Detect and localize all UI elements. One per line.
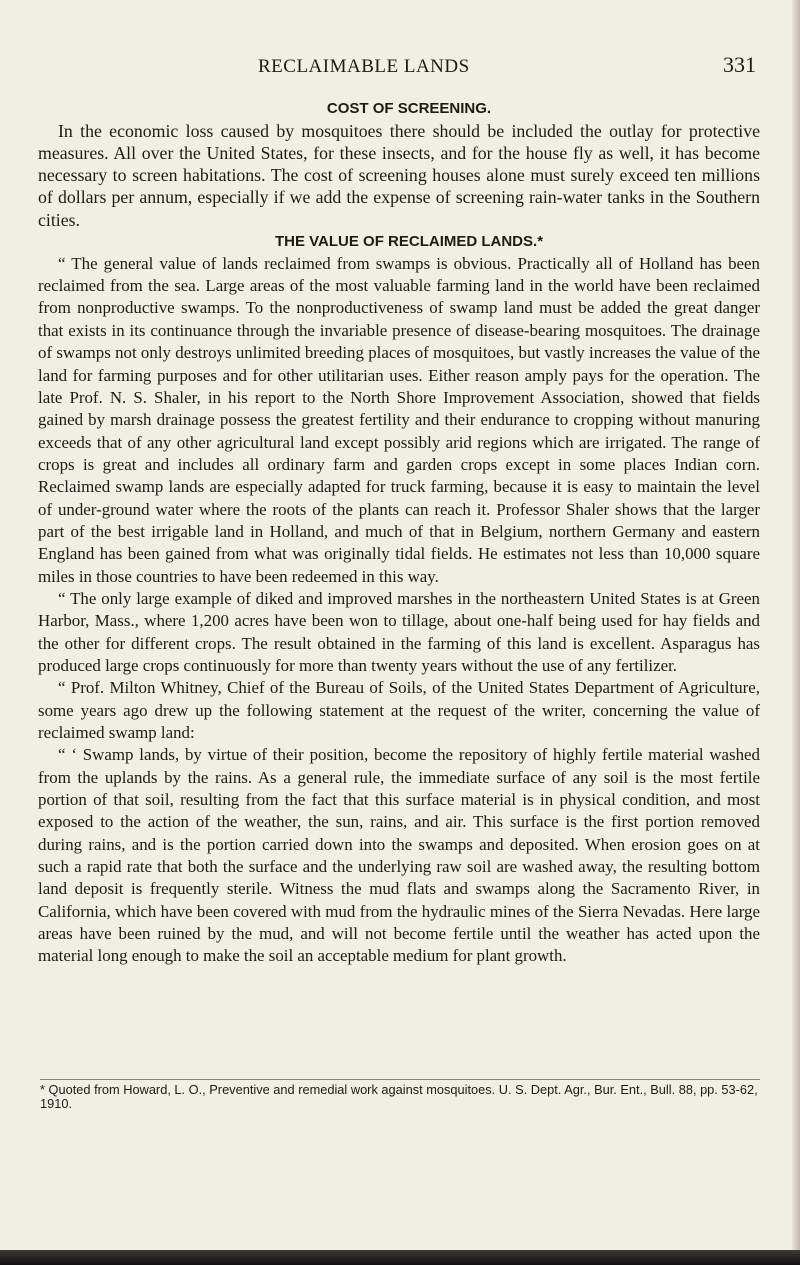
paragraph-green-harbor: “ The only large example of diked and improved marshes in the northeastern United States is at Green Harbor, Mass., where 1,200 acres have been won to tillage, about one-half being used for hay fields and the other for different crops. The result obtained in the farming of this land is excellent. Asparagus has produced large crops continuously for more than twenty years without the use of any fertilizer.	[38, 588, 760, 675]
paragraph-general-value: “ The general value of lands reclaimed from swamps is obvious. Practically all of Holland has been reclaimed from the sea. Large areas of the most valuable farming land in the world have been reclaimed from nonproductive swamps. To the nonproductiveness of swamp land must be added the great danger that exists in its continuance through the invariable presence of disease-bearing mosquitoes. The drainage of swamps not only destroys unlimited breeding places of mosquitoes, but vastly increases the value of the land for farming purposes and for other utilitarian uses. Either reason amply pays for the operation. The late Prof. N. S. Shaler, in his report to the North Shore Improvement Association, showed that fields gained by marsh drainage possess the greatest fertility and their endurance to cropping without manuring exceeds that of any other agricultural land except possibly arid regions which are irrigated. The range of crops is great and includes all ordinary farm and garden crops except in some places Indian corn. Reclaimed swamp lands are especially adapted for truck farming, because it is easy to maintain the level of under-ground water where the roots of the plants can reach it. Professor Shaler shows that the larger part of the best irrigable land in Holland, and much of that in Belgium, northern Germany and eastern England has been gained from what was originally tidal fields. He estimates not less than 10,000 square miles in those countries to have been redeemed in this way.	[38, 253, 760, 586]
body-text	[38, 98, 760, 968]
paragraph-milton-whitney: “ Prof. Milton Whitney, Chief of the Bureau of Soils, of the United States Department of Agriculture, some years ago drew up the following statement at the request of the writer, concerning the value of reclaimed swamp land:	[38, 678, 760, 742]
page-edge-bottom	[0, 1250, 800, 1265]
section-heading-value-of-reclaimed-lands: THE VALUE OF RECLAIMED LANDS.*	[274, 232, 544, 250]
paragraph-cost-of-screening: In the economic loss caused by mosquitoes there should be included the outlay for protective measures. All over the United States, for these insects, and for the house fly as well, it has become necessary to screen habitations. The cost of screening houses alone must surely exceed ten millions of dollars per annum, especially if we add the expense of screening rain-water tanks in the Southern cities.	[38, 121, 760, 230]
paragraph-swamp-lands: “ ‘ Swamp lands, by virtue of their position, become the repository of highly fertile material washed from the uplands by the rains. As a general rule, the immediate surface of any soil is the most fertile portion of that soil, resulting from the fact that this surface material is in physical condition, and most exposed to the action of the weather, the sun, rains, and air. This surface is the first portion removed during rains, and is the portion carried down into the swamps and deposited. When erosion goes on at such a rapid rate that both the surface and the underlying raw soil are washed away, the resulting bottom land deposit is frequently sterile. Witness the mud flats and swamps along the Sacramento River, in California, which have been covered with mud from the hydraulic mines of the Sierra Nevadas. Here large areas have been ruined by the mud, and will not become fertile until the weather has acted upon the material long enough to make the soil an acceptable medium for plant growth.	[38, 745, 760, 966]
footnote: * Quoted from Howard, L. O., Preventive and remedial work against mosquitoes. U. S. Dept. Agr., Bur. Ent., Bull. 88, pp. 53-62, 1910.	[40, 1082, 758, 1111]
page-number: 331	[723, 52, 756, 77]
page-edge-right	[792, 0, 800, 1265]
section-heading-cost-of-screening: COST OF SCREENING.	[326, 100, 492, 117]
running-head: RECLAIMABLE LANDS	[258, 56, 470, 77]
quoted-block	[38, 253, 760, 968]
footnote-divider	[40, 1079, 760, 1080]
